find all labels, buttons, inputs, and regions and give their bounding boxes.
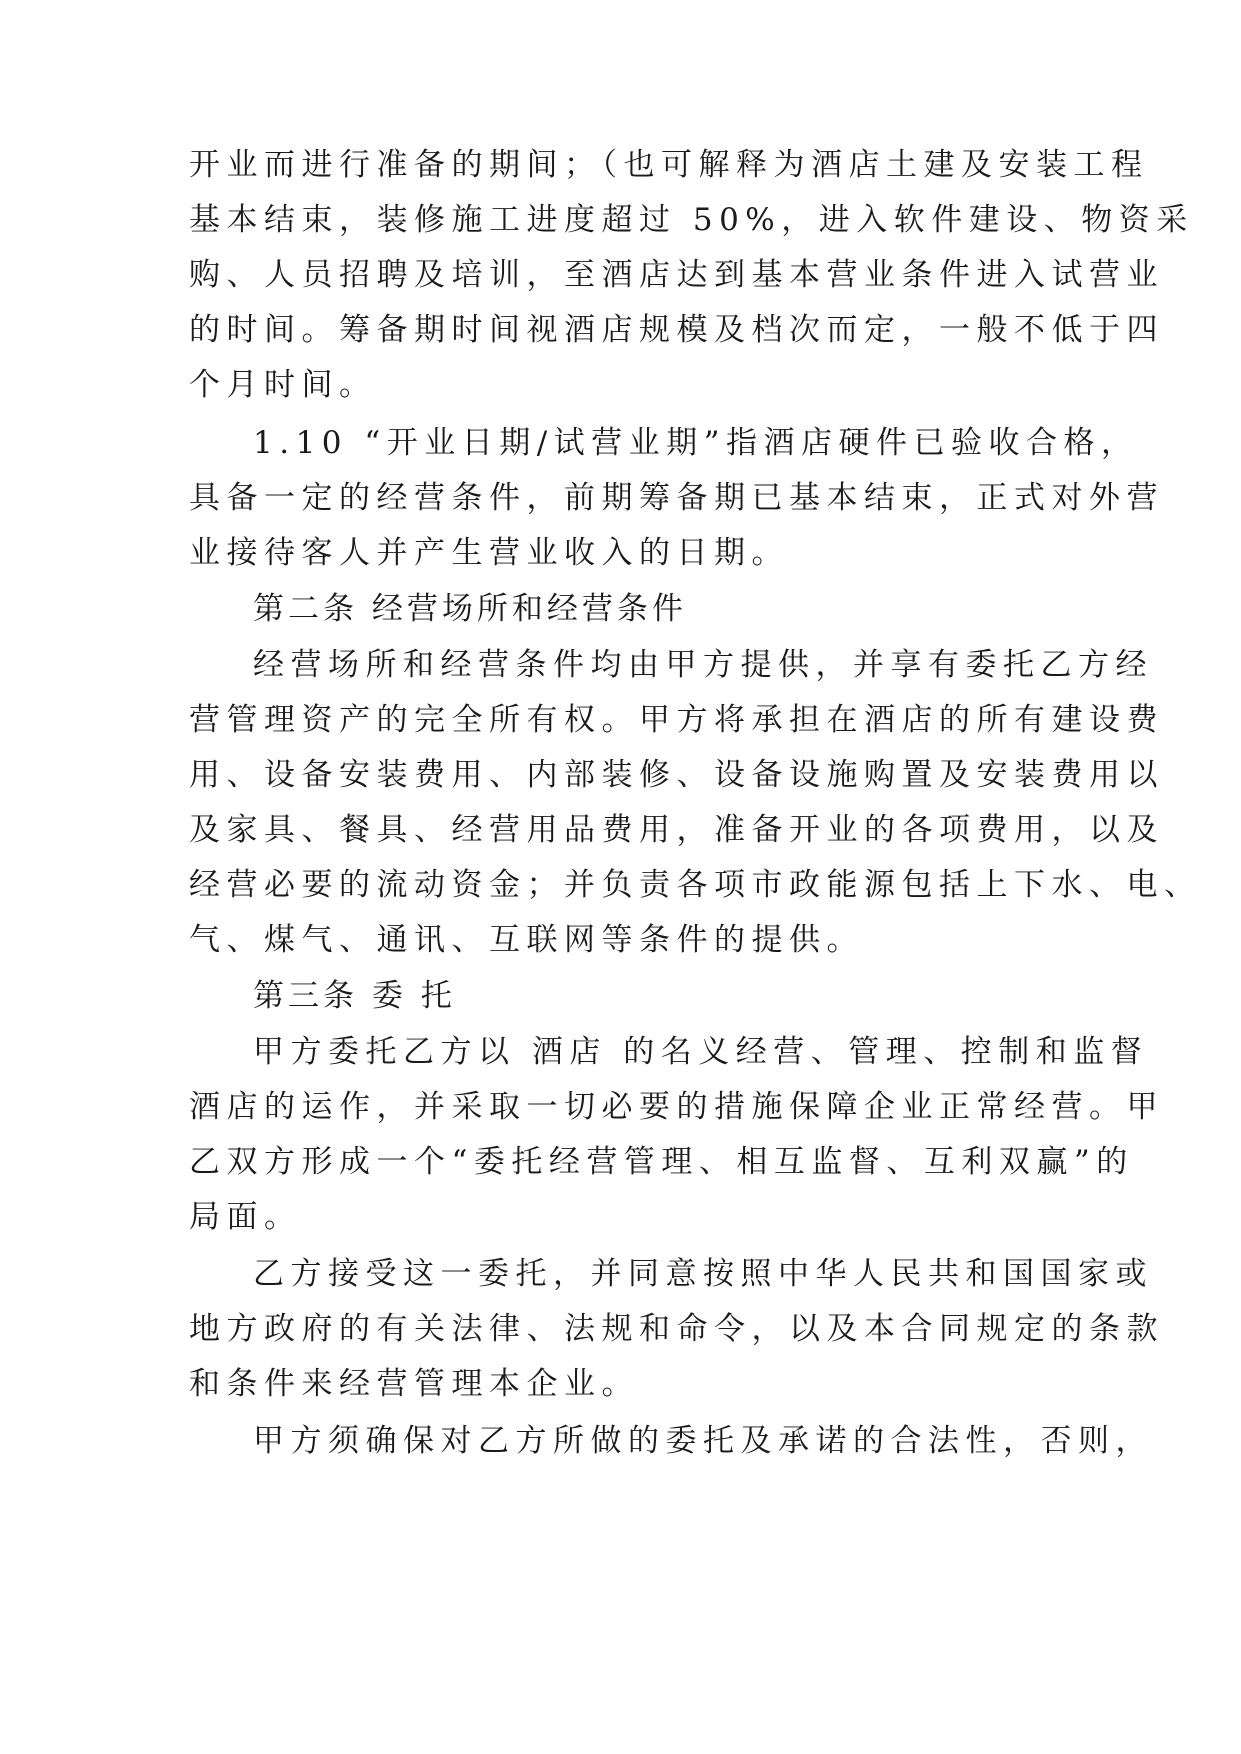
text-line: 营管理资产的完全所有权。甲方将承担在酒店的所有建设费 [189,702,1164,738]
text-line: 的时间。筹备期时间视酒店规模及档次而定，一般不低于四 [189,312,1164,348]
section-heading: 第三条 委 托 [253,978,456,1014]
text-line: 地方政府的有关法律、法规和命令，以及本合同规定的条款 [189,1311,1164,1347]
text-line: 业接待客人并产生营业收入的日期。 [189,535,789,571]
text-line: 乙方接受这一委托，并同意按照中华人民共和国国家或 [253,1256,1153,1292]
section-heading: 第二条 经营场所和经营条件 [253,591,687,627]
text-line: 及家具、餐具、经营用品费用，准备开业的各项费用，以及 [189,812,1164,848]
text-line: 个月时间。 [189,367,377,403]
text-line: 基本结束，装修施工进度超过 50%，进入软件建设、物资采 [189,202,1194,238]
text-line: 甲方委托乙方以 酒店 的名义经营、管理、控制和监督 [253,1034,1149,1070]
text-line: 气、煤气、通讯、互联网等条件的提供。 [189,922,864,958]
text-line: 局面。 [189,1199,302,1235]
text-line: 用、设备安装费用、内部装修、设备设施购置及安装费用以 [189,757,1164,793]
text-line: 酒店的运作，并采取一切必要的措施保障企业正常经营。甲 [189,1089,1164,1125]
text-line: 1.10 “开业日期/试营业期”指酒店硬件已验收合格， [253,425,1139,461]
text-line: 购、人员招聘及培训，至酒店达到基本营业条件进入试营业 [189,257,1164,293]
text-line: 经营场所和经营条件均由甲方提供，并享有委托乙方经 [253,647,1153,683]
text-line: 具备一定的经营条件，前期筹备期已基本结束，正式对外营 [189,480,1164,516]
text-line: 开业而进行准备的期间；（也可解释为酒店土建及安装工程 [189,147,1149,183]
text-line: 乙双方形成一个“委托经营管理、相互监督、互利双赢”的 [189,1144,1134,1180]
text-line: 和条件来经营管理本企业。 [189,1366,639,1402]
text-line: 甲方须确保对乙方所做的委托及承诺的合法性，否则， [253,1423,1153,1459]
text-line: 经营必要的流动资金；并负责各项市政能源包括上下水、电、 [189,867,1202,903]
